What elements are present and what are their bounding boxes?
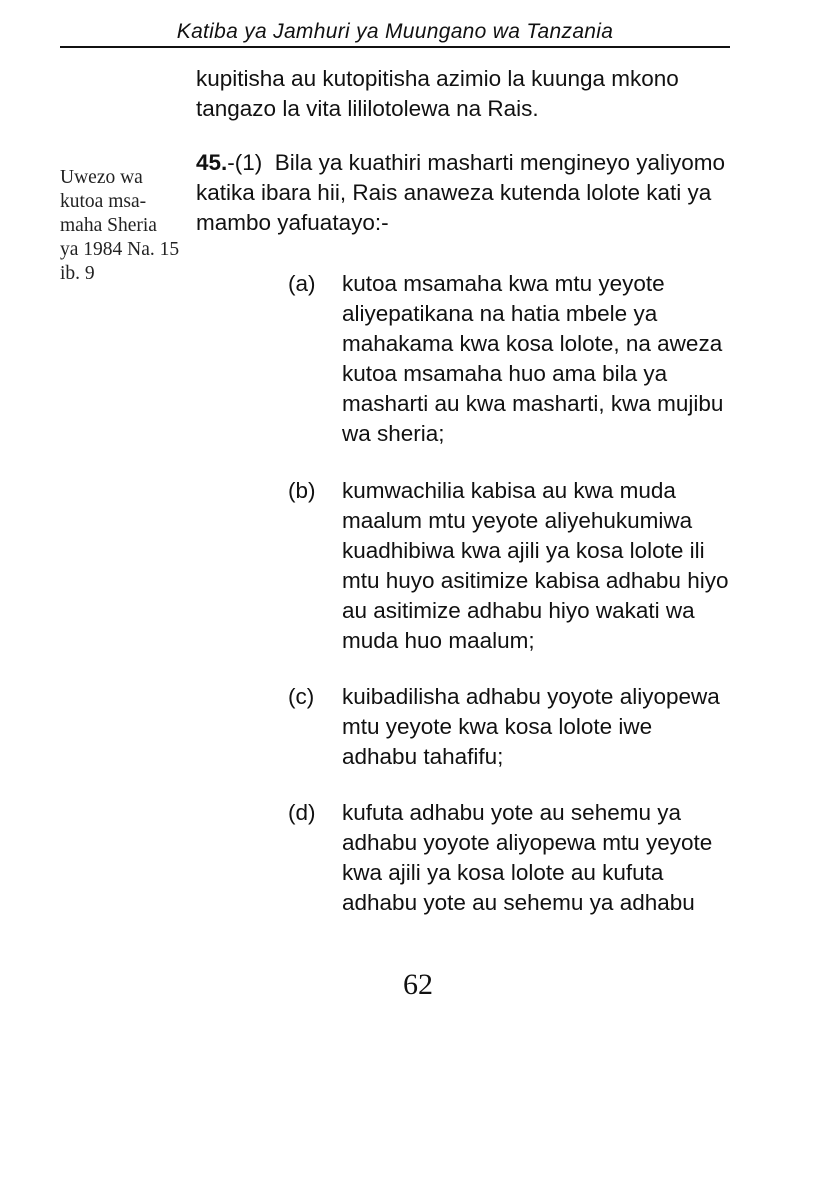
subsection-number: -(1) bbox=[227, 150, 263, 175]
list-item-b bbox=[288, 476, 733, 656]
item-text: kumwachilia kabisa au kwa muda maalum mtu yeyote aliyehukumiwa kuadhibiwa kwa ajili ya kosa lolote ili mtu huyo asitimize kabisa adhabu hiyo au asitimize adhabu hiyo wakati wa muda huo maalum; bbox=[342, 478, 729, 653]
page-number: 62 bbox=[403, 968, 433, 1001]
list-item-c bbox=[288, 682, 733, 772]
margin-note: Uwezo wa kutoa msa-maha Sheria ya 1984 Na. 15 ib. 9 bbox=[60, 167, 180, 284]
item-label: (c) bbox=[288, 684, 315, 709]
item-text: kuibadilisha adhabu yoyote aliyopewa mtu yeyote kwa kosa lolote iwe adhabu tahafifu; bbox=[342, 684, 720, 769]
section-number: 45. bbox=[196, 150, 228, 175]
header-divider bbox=[60, 46, 730, 48]
running-header-title: Katiba ya Jamhuri ya Muungano wa Tanzania bbox=[176, 20, 614, 43]
item-label: (d) bbox=[288, 800, 316, 825]
item-text: kutoa msamaha kwa mtu yeyote aliyepatikana na hatia mbele ya mahakama kwa kosa lolote, na aweza kutoa msamaha huo ama bila ya masharti au kwa masharti, kwa mujibu wa sheria; bbox=[342, 271, 724, 446]
section-45-heading bbox=[196, 148, 731, 238]
list-item-a bbox=[288, 269, 733, 449]
list-item-d bbox=[288, 798, 733, 918]
item-label: (a) bbox=[288, 271, 316, 296]
item-label: (b) bbox=[288, 478, 316, 503]
section-text: Bila ya kuathiri masharti mengineyo yaliyomo katika ibara hii, Rais anaweza kutenda lolote kati ya mambo yafuatayo:- bbox=[196, 150, 725, 235]
continued-paragraph: kupitisha au kutopitisha azimio la kuunga mkono tangazo la vita lililotolewa na Rais. bbox=[196, 66, 679, 121]
item-text: kufuta adhabu yote au sehemu ya adhabu yoyote aliyopewa mtu yeyote kwa ajili ya kosa lolote au kufuta adhabu yote au sehemu ya adhabu bbox=[342, 800, 713, 915]
